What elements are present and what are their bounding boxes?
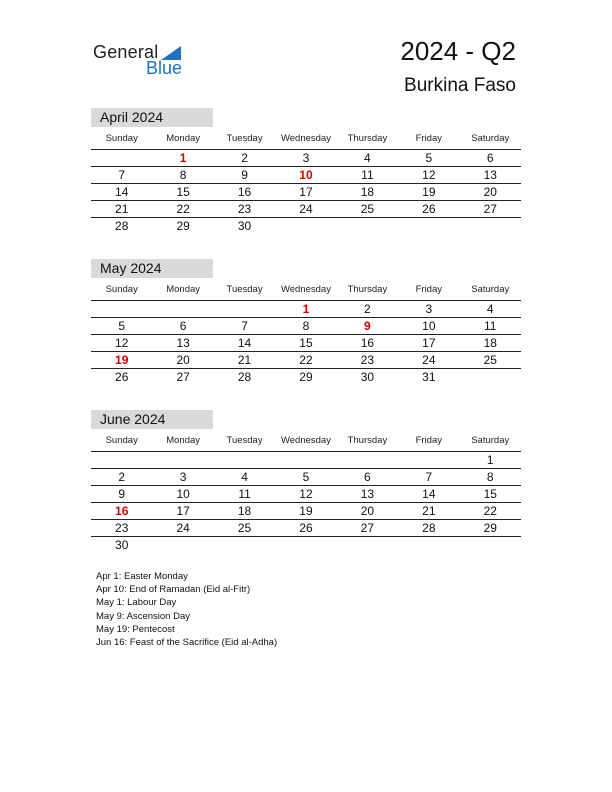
holiday-day-cell: 16	[115, 504, 129, 518]
day-cell: 13	[176, 336, 190, 350]
weekday-label: Wednesday	[280, 132, 331, 144]
weekday-label: Saturday	[471, 283, 510, 295]
day-cell: 6	[486, 151, 494, 165]
holiday-note: Apr 1: Easter Monday	[96, 571, 188, 582]
day-cell: 3	[179, 470, 187, 484]
day-cell: 30	[115, 538, 129, 552]
day-cell: 25	[237, 521, 252, 535]
day-cell: 15	[299, 336, 313, 350]
holiday-note: May 19: Pentecost	[96, 623, 175, 635]
day-cell: 10	[176, 487, 190, 501]
weekday-label: Friday	[415, 434, 443, 446]
day-cell: 11	[238, 487, 251, 501]
holiday-day-cell: 9	[364, 319, 371, 333]
day-cell: 13	[360, 487, 375, 501]
day-cell: 21	[115, 202, 129, 216]
month-june	[91, 410, 521, 553]
day-cell: 4	[364, 151, 371, 165]
holiday-day-cell: 1	[179, 151, 187, 165]
month-title: April 2024	[91, 108, 213, 127]
holiday-day-cell: 19	[115, 353, 129, 367]
day-cell: 27	[483, 202, 497, 216]
week-row	[91, 318, 521, 335]
day-cell: 3	[425, 302, 433, 316]
weekday-label: Thursday	[347, 132, 388, 144]
day-cell: 12	[422, 168, 436, 182]
day-cell: 14	[422, 487, 436, 501]
day-cell: 2	[364, 302, 371, 316]
week-row	[91, 469, 521, 486]
day-cell: 18	[483, 336, 497, 350]
weekday-label: Thursday	[347, 434, 388, 446]
day-cell: 15	[483, 487, 497, 501]
weekday-label: Friday	[415, 283, 443, 295]
day-cell: 2	[241, 151, 248, 165]
holiday-note: May 9: Ascension Day	[96, 610, 190, 622]
logo-general-text: General	[93, 42, 159, 62]
day-cell: 29	[176, 219, 190, 233]
day-cell: 3	[302, 151, 310, 165]
holiday-note: May 1: Labour Day	[96, 597, 177, 609]
day-cell: 17	[422, 336, 436, 350]
day-cell: 4	[486, 302, 494, 316]
weekday-label: Friday	[415, 132, 443, 144]
day-cell: 7	[425, 470, 433, 484]
day-cell: 22	[483, 504, 497, 518]
day-cell: 17	[299, 185, 313, 199]
week-row	[91, 520, 521, 537]
weekday-label: Monday	[166, 132, 201, 144]
weekday-label: Monday	[166, 283, 201, 295]
day-cell: 23	[115, 521, 129, 535]
weekday-label: Saturday	[471, 132, 510, 144]
holiday-note: Jun 16: Feast of the Sacrifice (Eid al-Adha)	[96, 637, 278, 649]
day-cell: 30	[360, 370, 375, 384]
day-cell: 8	[179, 168, 187, 182]
holiday-notes	[96, 570, 277, 649]
week-row	[91, 218, 521, 234]
day-cell: 25	[483, 353, 497, 367]
day-cell: 15	[176, 185, 190, 199]
weekday-label: Sunday	[105, 132, 138, 144]
day-cell: 5	[118, 319, 126, 333]
day-cell: 12	[115, 336, 129, 350]
day-cell: 5	[425, 151, 433, 165]
logo-blue-text: Blue	[146, 58, 183, 78]
week-row	[91, 369, 521, 385]
day-cell: 30	[237, 219, 252, 233]
weekday-label: Tuesday	[226, 283, 263, 295]
day-cell: 31	[422, 370, 436, 384]
day-cell: 26	[422, 202, 436, 216]
day-cell: 27	[176, 370, 190, 384]
day-cell: 20	[176, 353, 190, 367]
month-title: May 2024	[91, 259, 213, 278]
day-cell: 9	[241, 168, 248, 182]
weekday-label: Tuesday	[226, 132, 263, 144]
day-cell: 26	[299, 521, 313, 535]
day-cell: 6	[364, 470, 371, 484]
day-cell: 28	[237, 370, 252, 384]
day-cell: 24	[422, 353, 436, 367]
day-cell: 28	[115, 219, 129, 233]
weekday-label: Saturday	[471, 434, 510, 446]
day-cell: 19	[422, 185, 436, 199]
day-cell: 22	[176, 202, 190, 216]
day-cell: 18	[360, 185, 375, 199]
page-title: 2024 - Q2	[400, 36, 516, 66]
day-cell: 8	[486, 470, 494, 484]
day-cell: 24	[299, 202, 313, 216]
week-row	[91, 352, 521, 369]
holiday-note: Apr 10: End of Ramadan (Eid al-Fitr)	[96, 584, 251, 596]
day-cell: 9	[118, 487, 126, 501]
day-cell: 12	[299, 487, 313, 501]
day-cell: 6	[179, 319, 187, 333]
day-cell: 14	[115, 185, 129, 199]
month-title: June 2024	[91, 410, 213, 429]
weekday-label: Thursday	[347, 283, 388, 295]
month-april	[91, 108, 521, 234]
weekday-header-row	[91, 278, 521, 301]
day-cell: 8	[302, 319, 310, 333]
week-row	[91, 452, 521, 469]
day-cell: 16	[360, 336, 375, 350]
day-cell: 17	[176, 504, 190, 518]
day-cell: 1	[486, 453, 494, 467]
weekday-label: Monday	[166, 434, 201, 446]
day-cell: 13	[483, 168, 497, 182]
day-cell: 20	[360, 504, 375, 518]
day-cell: 29	[483, 521, 497, 535]
day-cell: 7	[241, 319, 248, 333]
day-cell: 19	[299, 504, 313, 518]
weekday-label: Wednesday	[280, 283, 331, 295]
day-cell: 11	[484, 319, 497, 333]
day-cell: 25	[360, 202, 375, 216]
week-row	[91, 486, 521, 503]
day-cell: 21	[422, 504, 436, 518]
day-cell: 2	[118, 470, 126, 484]
day-cell: 24	[176, 521, 190, 535]
day-cell: 23	[237, 202, 252, 216]
weekday-label: Sunday	[105, 283, 138, 295]
day-cell: 21	[237, 353, 252, 367]
week-row	[91, 537, 521, 553]
holiday-day-cell: 1	[302, 302, 310, 316]
day-cell: 27	[360, 521, 375, 535]
day-cell: 5	[302, 470, 310, 484]
day-cell: 28	[422, 521, 436, 535]
day-cell: 10	[422, 319, 436, 333]
week-row	[91, 184, 521, 201]
day-cell: 23	[360, 353, 375, 367]
week-row	[91, 301, 521, 318]
weekday-label: Sunday	[105, 434, 138, 446]
day-cell: 16	[237, 185, 252, 199]
week-row	[91, 201, 521, 218]
day-cell: 7	[118, 168, 126, 182]
country-name: Burkina Faso	[404, 75, 516, 96]
day-cell: 22	[299, 353, 313, 367]
weekday-header-row	[91, 429, 521, 452]
week-row	[91, 335, 521, 352]
logo	[93, 40, 193, 80]
week-row	[91, 150, 521, 167]
weekday-header-row	[91, 127, 521, 150]
week-row	[91, 503, 521, 520]
day-cell: 20	[483, 185, 497, 199]
day-cell: 29	[299, 370, 313, 384]
day-cell: 26	[115, 370, 129, 384]
holiday-day-cell: 10	[299, 168, 313, 182]
day-cell: 4	[241, 470, 248, 484]
month-may	[91, 259, 521, 385]
weekday-label: Wednesday	[280, 434, 331, 446]
day-cell: 14	[237, 336, 252, 350]
day-cell: 18	[237, 504, 252, 518]
day-cell: 11	[361, 168, 374, 182]
weekday-label: Tuesday	[226, 434, 263, 446]
week-row	[91, 167, 521, 184]
